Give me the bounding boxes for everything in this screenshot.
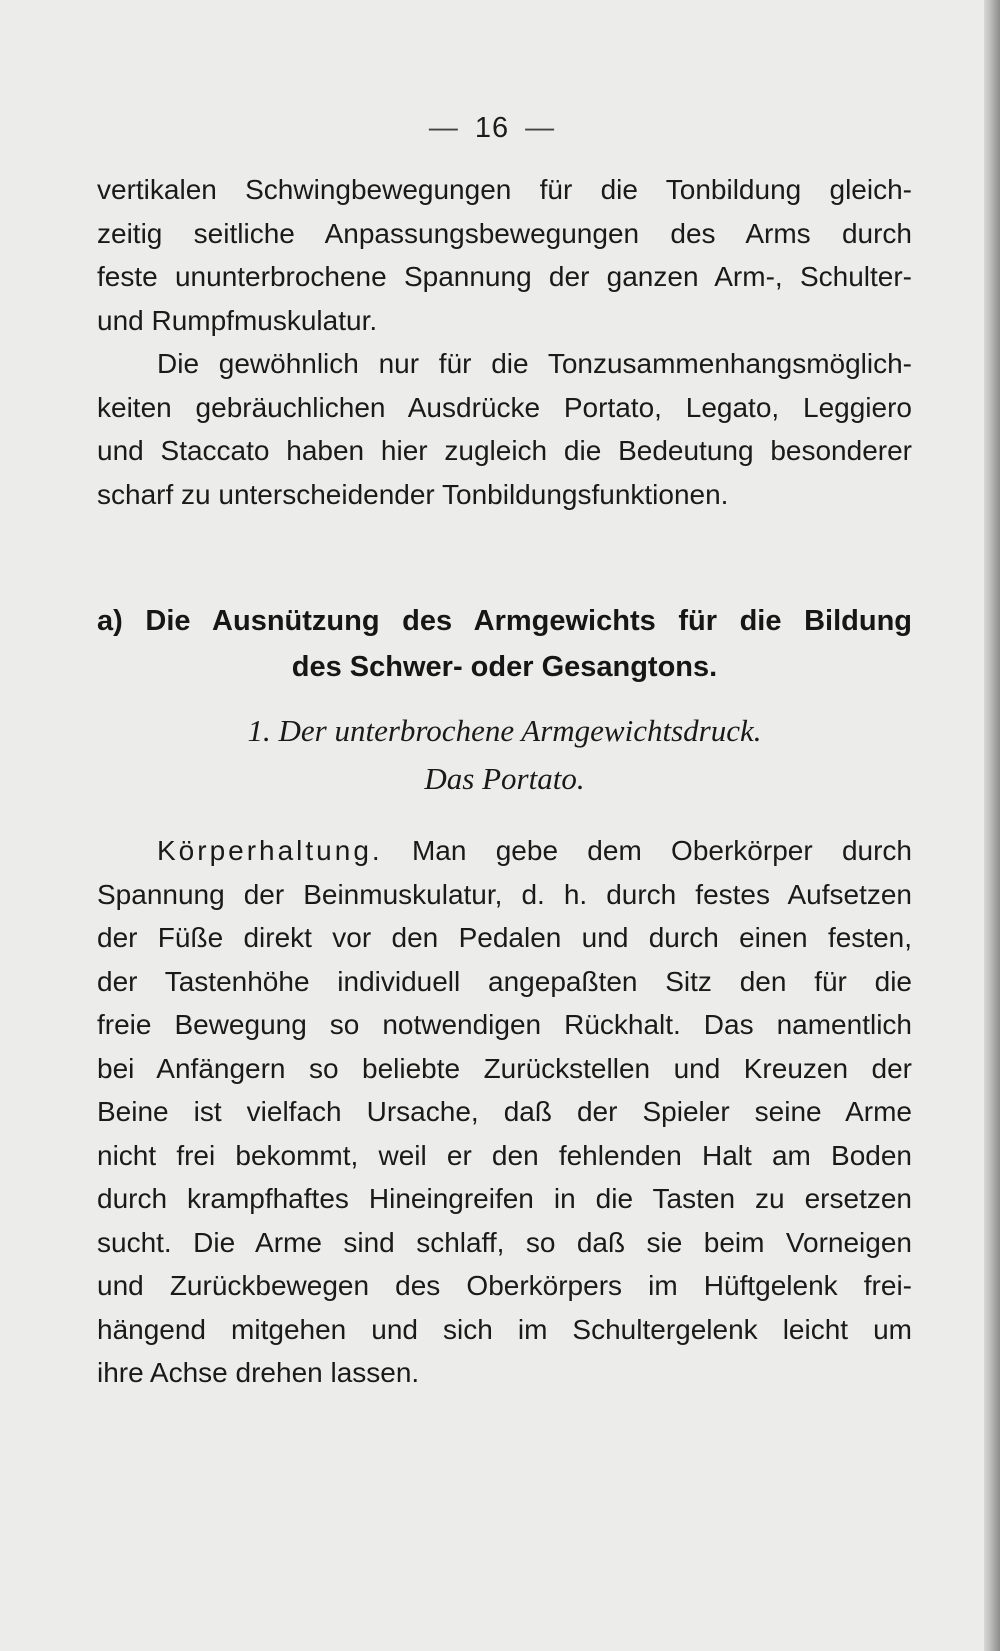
paragraph-line: der Füße direkt vor den Pedalen und durch einen festen, [97, 922, 912, 953]
section-heading-line: a) Die Ausnützung des Armgewichts für die Bildung [97, 605, 912, 637]
paragraph-2 [97, 342, 912, 516]
paragraph-line: sucht. Die Arme sind schlaff, so daß sie beim Vorneigen [97, 1226, 912, 1258]
subsection-heading [97, 707, 912, 803]
paragraph-line: vertikalen Schwingbewegungen für die Tonbildung gleich- [97, 174, 912, 205]
paragraph-line: und Staccato haben hier zugleich die Bedeutung besonderer [97, 435, 912, 466]
paragraph-3 [97, 829, 912, 1395]
paragraph-line: zeitig seitliche Anpassungsbewegungen des Arms durch [97, 217, 912, 249]
paragraph-line: Die gewöhnlich nur für die Tonzusammenhangsmöglich- [157, 348, 912, 379]
paragraph-line: durch krampfhaftes Hineingreifen in die Tasten zu ersetzen [97, 1183, 912, 1214]
paragraph-line: keiten gebräuchlichen Ausdrücke Portato, Legato, Leggiero [97, 391, 912, 423]
section-heading-line: des Schwer- oder Gesangtons. [291, 651, 718, 683]
page-number-dash-left: — [428, 112, 459, 144]
lead-rest: Man gebe dem Oberkörper durch [382, 835, 912, 866]
page-number-dash-right: — [525, 112, 556, 144]
paragraph-line: feste ununterbrochene Spannung der ganzen Arm-, Schulter- [97, 261, 912, 292]
paragraph-line: Spannung der Beinmuskulatur, d. h. durch festes Aufsetzen [97, 878, 912, 910]
paragraph-line: ihre Achse drehen lassen. [97, 1357, 420, 1388]
page-number-value: 16 [474, 112, 510, 144]
paragraph-line: freie Bewegung so notwendigen Rückhalt. Das namentlich [97, 1009, 912, 1040]
paragraph-line: und Zurückbewegen des Oberkörpers im Hüftgelenk frei- [97, 1270, 912, 1301]
paragraph-line: der Tastenhöhe individuell angepaßten Sitz den für die [97, 965, 912, 997]
lead-term: Körperhaltung. [157, 835, 383, 866]
paragraph-line: nicht frei bekommt, weil er den fehlenden Halt am Boden [97, 1139, 912, 1171]
paragraph-line: scharf zu unterscheidender Tonbildungsfunktionen. [97, 478, 729, 510]
paragraph-line [97, 829, 912, 873]
subsection-heading-line: Das Portato. [424, 761, 585, 796]
paragraph-1 [97, 168, 912, 342]
page-edge-shadow [984, 0, 1000, 1651]
subsection-heading-line: 1. Der unterbrochene Armgewichtsdruck. [247, 713, 762, 748]
section-heading [97, 598, 912, 690]
paragraph-line: bei Anfängern so beliebte Zurückstellen und Kreuzen der [97, 1052, 912, 1084]
paragraph-line: hängend mitgehen und sich im Schultergelenk leicht um [97, 1313, 912, 1345]
page-number [0, 112, 984, 145]
paragraph-line: und Rumpfmuskulatur. [97, 304, 378, 336]
paragraph-line: Beine ist vielfach Ursache, daß der Spieler seine Arme [97, 1096, 912, 1127]
